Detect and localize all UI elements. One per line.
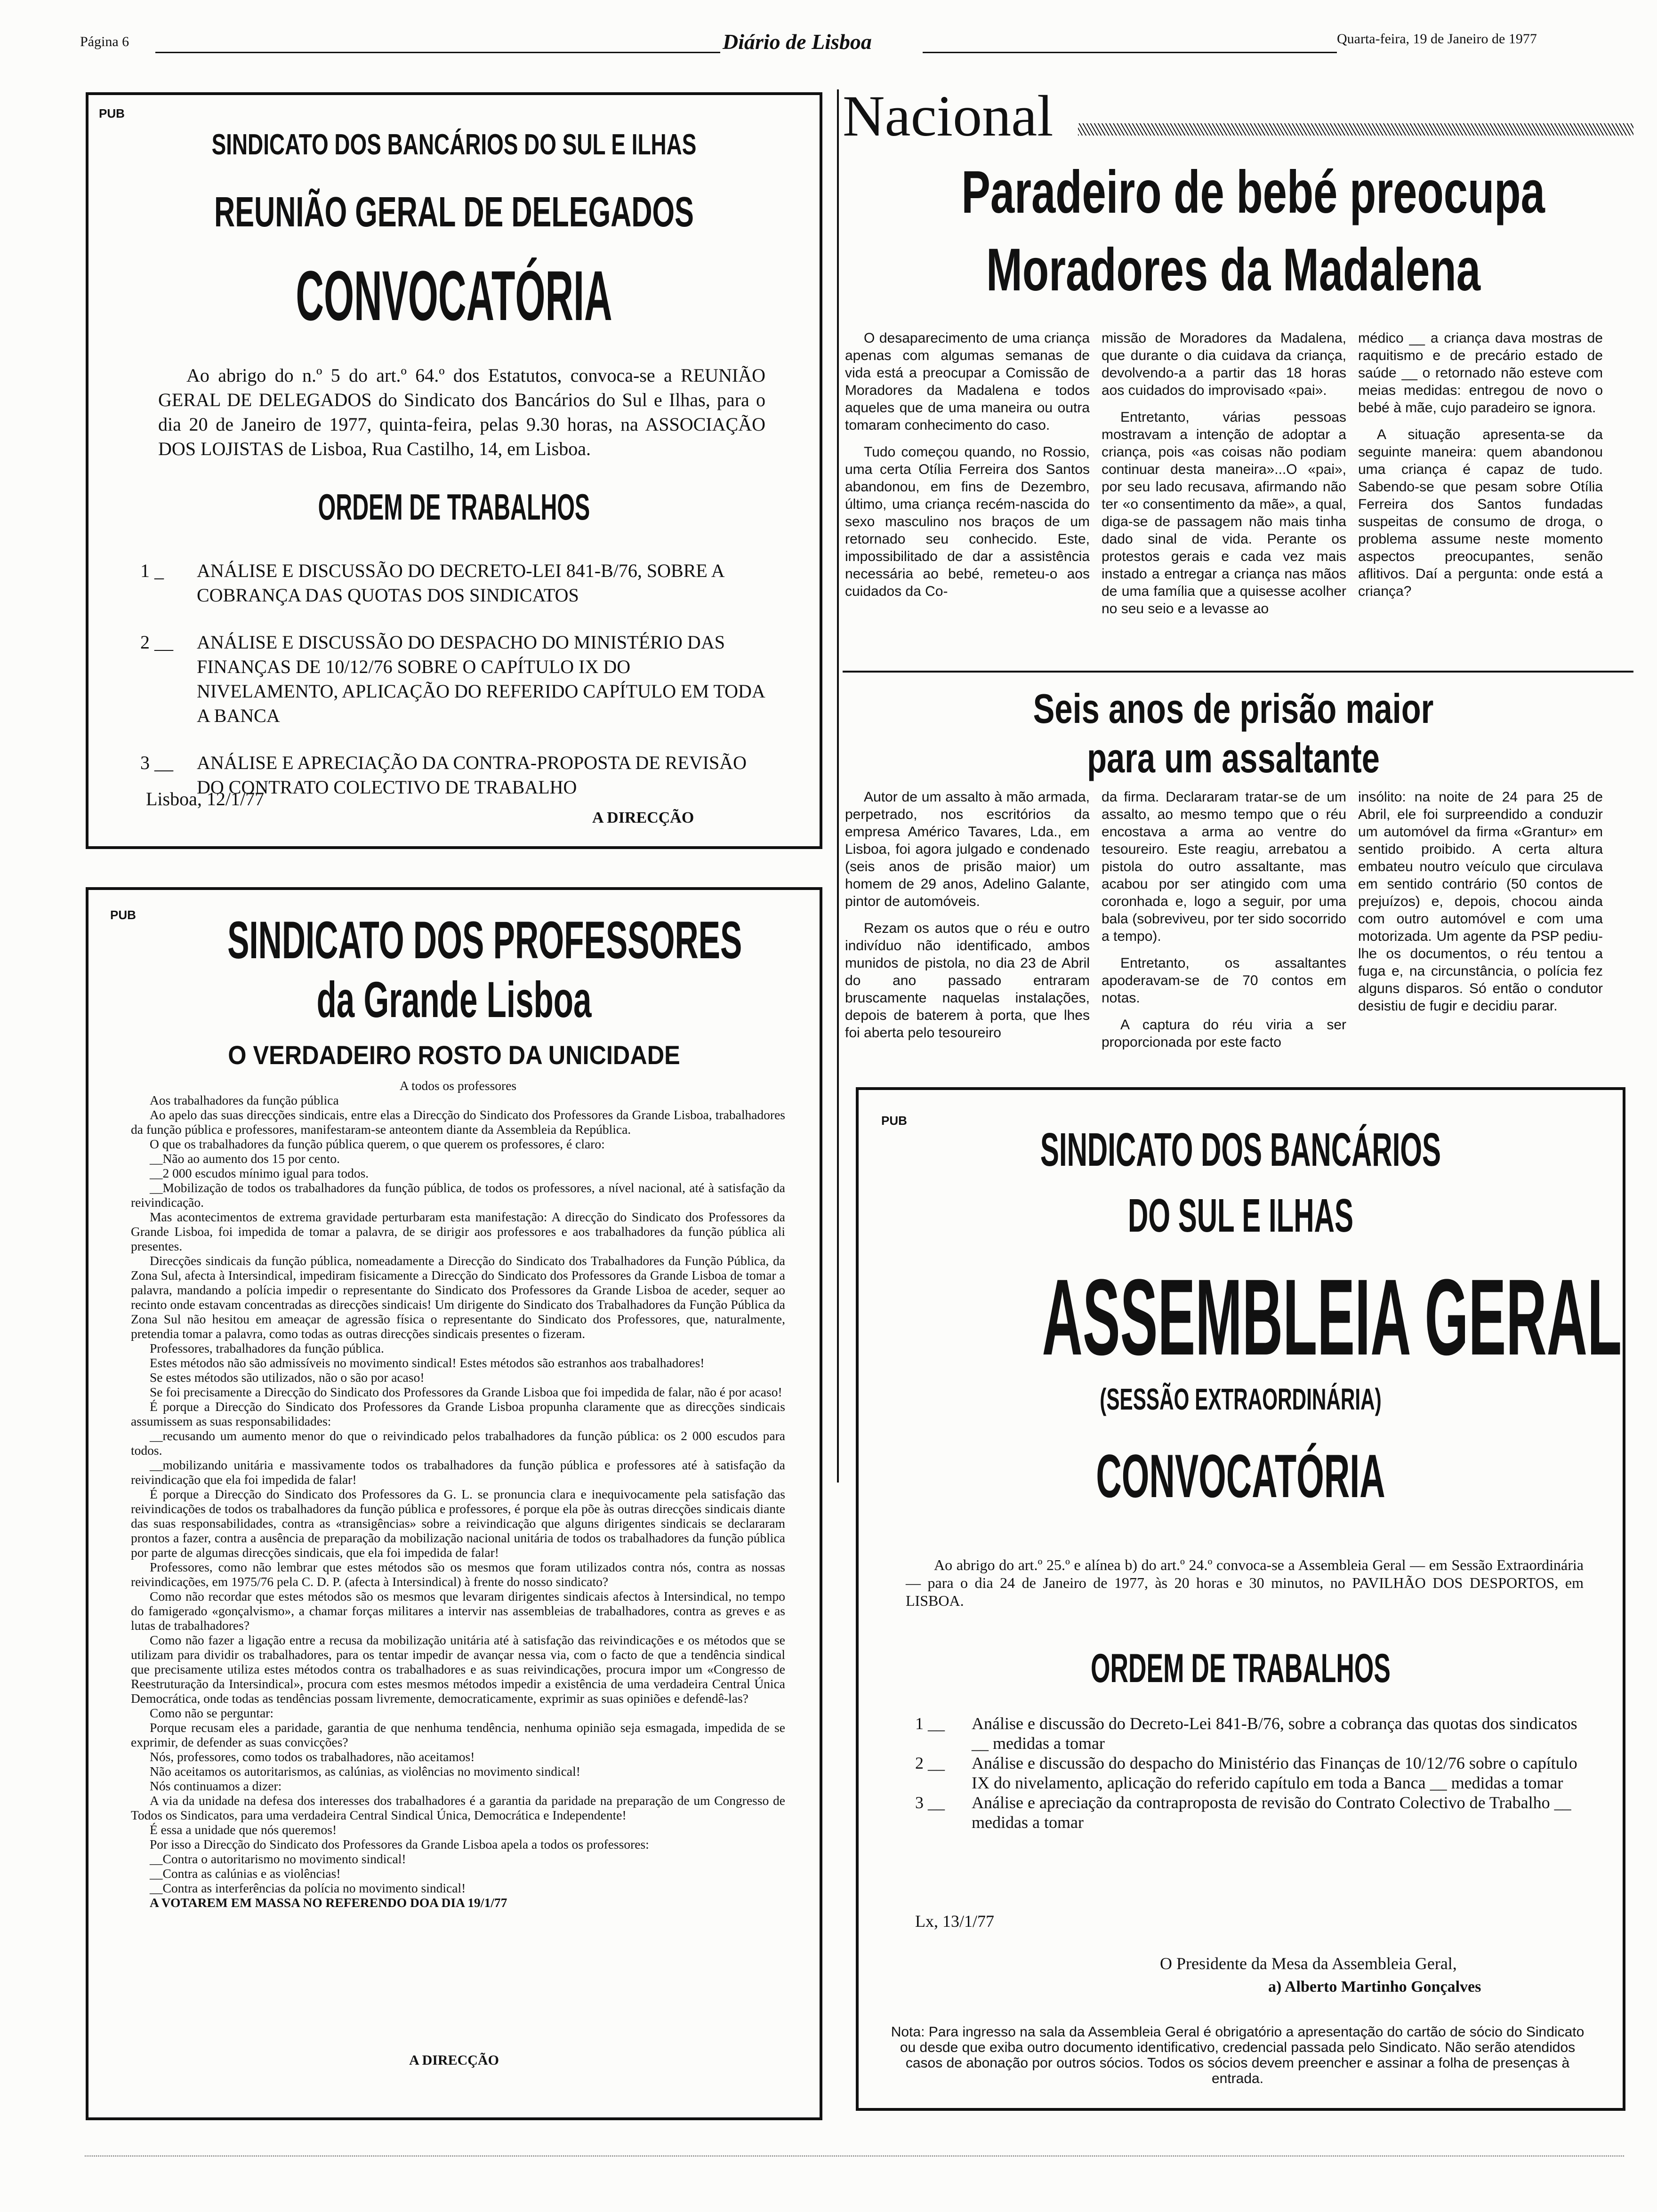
org-name: SINDICATO DOS BANCÁRIOS [1040,1123,1441,1176]
paragraph: médico __ a criança dava mostras de raquitismo e de precário estado de saúde __ o retornado não esteve com meias medidas: entregou de novo o bebé à mãe, cujo paradeiro se ignora. [1358,330,1603,416]
manifesto-paragraph: Não aceitamos os autoritarismos, as calúnias, as violências no movimento sindical! [150,1764,580,1779]
ad-assembleia-geral [856,1087,1625,2111]
session-label: (SESSÃO EXTRAORDINÁRIA) [1100,1382,1382,1416]
signature: A DIRECÇÃO [592,809,694,826]
pub-label: PUB [110,908,136,922]
manifesto-paragraph: __Não ao aumento dos 15 por cento. [150,1151,340,1166]
manifesto-paragraph: Estes métodos não são admissíveis no movimento sindical! Estes métodos são estranhos aos trabalhadores! [150,1355,705,1370]
convocation-text: Ao abrigo do art.º 25.º e alínea b) do art.º 24.º convoca-se a Assembleia Geral — em Sessão Extraordinária — para o dia 24 de Janeiro de 1977, às 20 horas e 30 minutos, no PAVILHÃO DOS DESPORTOS, em LISBOA. [906,1556,1584,1609]
manifesto-paragraph: Mas acontecimentos de extrema gravidade perturbaram esta manifestação: A direcção do Sindicato dos Professores da Grande Lisboa, foi impedida de tomar a palavra, de se dirigir aos professores e aos trabalhadores da função pública ali presentes. [131,1210,785,1253]
page-number: Página 6 [80,34,129,49]
manifesto-paragraph: __Mobilização de todos os trabalhadores da função pública, de todos os professores, a nível nacional, até à satisfação da reivindicação. [131,1180,785,1210]
paragraph: A situação apresenta-se da seguinte maneira: quem abandonou uma criança é capaz de tudo. Sabendo-se que pesam sobre Otília Ferreira dos Santos fundadas suspeitas de consumo de droga, o problema assume neste momento aspectos preocupantes, senão aflitivos. Daí a pergunta: onde está a criança? [1358,427,1603,599]
agenda-item-text: ANÁLISE E DISCUSSÃO DO DESPACHO DO MINISTÉRIO DAS FINANÇAS DE 10/12/76 SOBRE O CAPÍTULO IX DO NIVELAMENTO, APLICAÇÃO DO REFERIDO CAPÍTULO EM TODA A BANCA [197,632,764,726]
pub-label: PUB [881,1114,907,1128]
masthead: Diário de Lisboa [723,30,872,54]
page-date: Quarta-feira, 19 de Janeiro de 1977 [1337,31,1537,47]
manifesto-paragraph: Professores, trabalhadores da função pública. [150,1341,384,1355]
manifesto-paragraph: Se foi precisamente a Direcção do Sindicato dos Professores da Grande Lisboa que foi impedida de falar, não é por acaso! [150,1385,782,1399]
headline-baby-2: Moradores da Madalena [986,236,1480,304]
agenda-item-text: Análise e discussão do despacho do Ministério das Finanças de 10/12/76 sobre o capítulo IX do nivelamento, aplicação do referido capítulo em toda a Banca __ medidas a tomar [972,1754,1577,1792]
manifesto-paragraph: A todos os professores [399,1078,517,1093]
attendance-note: Nota: Para ingresso na sala da Assembleia Geral é obrigatório a apresentação do cartão de sócio do Sindicato ou desde que exiba outro documento identificativo, credencial passada pelo Sindicato. Não serão atendidos casos de abonação por outros sócios. Todos os sócios devem preencher e assinar a folha de presenças à entrada. [891,2024,1585,2086]
manifesto-paragraph: A via da unidade na defesa dos interesses dos trabalhadores é a garantia da paridade na preparação de um Congresso de Todos os Sindicatos, para uma verdadeira Central Sindical Única, Democrática e Independente! [131,1793,785,1822]
manifesto-paragraph: Porque recusam eles a paridade, garantia de que nenhuma tendência, nenhuma opinião seja esmagada, impedida de se exprimir, de defender as suas convicções? [131,1720,785,1749]
manifesto-text [131,1078,785,1910]
assalto-col-3 [1358,788,1603,1024]
place-date: Lisboa, 12/1/77 [146,788,265,809]
section-hatch [1078,123,1633,136]
signature-name: a) Alberto Martinho Gonçalves [1268,1978,1481,1996]
nacional-col-1 [845,329,1090,609]
manifesto-paragraph: Como não recordar que estes métodos são os mesmos que levaram dirigentes sindicais afectos à Intersindical, no tempo do famigerado «gonçalvismo», a chamar forças militares a intervir nas assembleias de trabalhadores, contra as greves e as lutas de trabalhadores? [131,1589,785,1633]
manifesto-paragraph: Direcções sindicais da função pública, nomeadamente a Direcção do Sindicato dos Trabalhadores da Função Pública, da Zona Sul, afecta à Intersindical, impediram fisicamente a Direcção do Sindicato dos Professores da Grande Lisboa de tomar a palavra, mandando a polícia impedir o representante do Sindicato dos Professores da Grande Lisboa de aceder, sequer ao recinto onde estavam concentradas as direcções sindicais! Um dirigente do Sindicato dos Trabalhadores da Função Pública da Zona Sul não hesitou em ameaçar de agressão física o representante do Sindicato dos Professores, que, naturalmente, pretendia tomar a palavra, como todas as outras direcções sindicais presentes o fizeram. [131,1253,785,1341]
org-subname: DO SUL E ILHAS [1128,1189,1353,1242]
agenda-item [140,559,771,608]
paragraph: Entretanto, os assaltantes apoderavam-se de 70 contos em notas. [1102,955,1346,1006]
manifesto-paragraph: __mobilizando unitária e massivamente todos os trabalhadores da função pública e professores até à satisfação da reivindicação que ela foi impedida de falar! [131,1458,785,1487]
ad-professores [86,887,822,2120]
manifesto-paragraph: __recusando um aumento menor do que o reivindicado pelos trabalhadores da função pública: os 2 000 escudos para todos. [131,1428,785,1458]
paragraph: Tudo começou quando, no Rossio, uma certa Otília Ferreira dos Santos abandonou, em fins de Dezembro, último, uma criança recém-nascida do sexo masculino nos braços de um retornado seu conhecido. Este, impossibilitado de dar a assistência necessária ao bebé, remeteu-o aos cuidados da Co- [845,444,1090,599]
manifesto-paragraph: Professores, como não lembrar que estes métodos são os mesmos que foram utilizados contra nós, contra as nossas reivindicações, em 1975/76 pela C. D. P. (afecta à Intersindical) à frente do nosso sindicato? [131,1560,785,1589]
headline-baby: Paradeiro de bebé preocupa [961,159,1545,226]
paragraph: missão de Moradores da Madalena, que durante o dia cuidava da criança, devolvendo-a a partir das 18 horas aos cuidados do improvisado «pai». [1102,330,1346,398]
column-divider [837,89,839,1483]
paragraph: Entretanto, várias pessoas mostravam a intenção de adoptar a criança, pois «as coisas não podiam continuar desta maneira»...O «pai», por seu lado recusava, afirmando não ter «o consentimento da mãe», a qual, diga-se de passagem não mais tinha dado sinal de vida. Perante os protestos gerais e cada vez mais instado a entregar a criança nas mãos de uma família que a quisesse acolher no seu seio e a levasse ao [1102,409,1346,617]
paragraph: O desaparecimento de uma criança apenas com algumas semanas de vida está a preocupar a Comissão de Moradores da Madalena e todos aqueles que de uma maneira ou outra tomaram conhecimento do caso. [845,330,1090,433]
nacional-col-2 [1102,329,1346,627]
agenda-item [140,630,771,728]
agenda-list [140,559,771,800]
meeting-title: REUNIÃO GERAL DE DELEGADOS [214,189,694,236]
manifesto-paragraph: Como não se perguntar: [150,1706,273,1720]
agenda-item-number: 3 __ [140,752,173,773]
org-subname: da Grande Lisboa [316,971,592,1028]
manifesto-paragraph: __Contra as interferências da polícia no movimento sindical! [150,1881,466,1895]
agenda-item-text: ANÁLISE E APRECIAÇÃO DA CONTRA-PROPOSTA DE REVISÃO DO CONTRATO COLECTIVO DE TRABALHO [197,752,747,798]
agenda-item-text: ANÁLISE E DISCUSSÃO DO DECRETO-LEI 841-B/76, SOBRE A COBRANÇA DAS QUOTAS DOS SINDICATOS [197,560,724,606]
agenda-item-number: 1 _ [140,560,164,581]
signature-role: O Presidente da Mesa da Assembleia Geral, [1160,1954,1457,1973]
ad-bancarios-reuniao [86,92,822,849]
manifesto-paragraph: Como não fazer a ligação entre a recusa da mobilização unitária até à satisfação das reivindicações e os métodos que se utilizam para dividir os trabalhadores, para os tentar impedir de avançar nessa via, com o facto de que a tendência sindical que precisamente utiliza estes métodos contra os trabalhadores e as suas reivindicações, procura impor um «Congresso de Reestruturação da Intersindical», procura com estes mesmos métodos impedir a existência de uma verdadeira Central Única Democrática, onde todas as tendências possam livremente, democraticamente, exprimir as suas opiniões e defendê-las? [131,1633,785,1706]
paragraph: Rezam os autos que o réu e outro indivíduo não identificado, ambos munidos de pistola, no dia 23 de Abril do ano passado entraram bruscamente naquelas instalações, depois de baterem à porta, que lhes foi aberta pelo tesoureiro [845,921,1090,1041]
manifesto-paragraph: Nós, professores, como todos os trabalhadores, não aceitamos! [150,1749,475,1764]
paragraph: Autor de um assalto à mão armada, perpetrado, nos escritórios da empresa Américo Tavares, Lda., em Lisboa, foi agora julgado e condenado (seis anos de prisão maior) um homem de 29 anos, Adelino Galante, pintor de automóveis. [845,789,1090,909]
manifesto-paragraph: É porque a Direcção do Sindicato dos Professores da G. L. se pronuncia clara e inequivocamente pela satisfação das reivindicações de todos os trabalhadores da função pública e professores, é porque ela põe às outras direcções sindicais diante das suas responsabilidades, contra as «transigências» sobre a reivindicação que alguns dirigentes sindicais se declararam prontos a fazer, contra a ausência de preparação da mobilização nacional unitária de todos os trabalhadores da função pública por parte de algumas direcções sindicais, que ela foi impedida de falar! [131,1487,785,1560]
place-date: Lx, 13/1/77 [915,1912,994,1931]
agenda-list [915,1714,1584,1832]
manifesto-paragraph: É porque a Direcção do Sindicato dos Professores da Grande Lisboa propunha claramente que as direcções sindicais assumissem as suas responsabilidades: [131,1399,785,1428]
agenda-item-number: 1 __ [915,1714,945,1733]
paragraph: insólito: na noite de 24 para 25 de Abril, ele foi surpreendido a conduzir um automóvel da firma «Grantur» em sentido proibido. A certa altura embateu noutro veículo que circulava em sentido contrário (50 contos de prejuízos) e, depois, chocou ainda com outro automóvel e com uma motorizada. Um agente da PSP pediu-lhe os documentos, o réu tentou a fuga e, na circunstância, o polícia fez alguns disparos. Só então o condutor desistiu de fugir e decidiu parar. [1358,789,1603,1014]
manifesto-paragraph: O que os trabalhadores da função pública querem, o que querem os professores, é claro: [150,1137,605,1151]
agenda-item-text: Análise e discussão do Decreto-Lei 841-B/76, sobre a cobrança das quotas dos sindicatos __ medidas a tomar [972,1714,1577,1753]
headline-assalto-2: para um assaltante [1087,735,1380,781]
manifesto-paragraph: Se estes métodos são utilizados, não o são por acaso! [150,1370,425,1385]
agenda-title: ORDEM DE TRABALHOS [318,486,590,528]
agenda-item [915,1793,1584,1832]
agenda-item [915,1714,1584,1753]
convocatoria-heading: CONVOCATÓRIA [1096,1442,1385,1510]
manifesto-paragraph: É essa a unidade que nós queremos! [150,1822,337,1837]
org-name: SINDICATO DOS PROFESSORES [227,911,742,970]
paragraph: A captura do réu viria a ser proporcionada por este facto [1102,1017,1346,1050]
manifesto-paragraph: __Contra as calúnias e as violências! [150,1866,341,1881]
agenda-item-number: 2 __ [140,632,173,653]
org-name: SINDICATO DOS BANCÁRIOS DO SUL E ILHAS [211,128,697,161]
manifesto-paragraph: __2 000 escudos mínimo igual para todos. [150,1166,369,1180]
manifesto-paragraph: Nós continuamos a dizer: [150,1779,282,1793]
manifesto-paragraph: A VOTAREM EM MASSA NO REFERENDO DOA DIA 19/1/77 [150,1895,507,1910]
signature: A DIRECÇÃO [409,2052,499,2068]
manifesto-paragraph: Aos trabalhadores da função pública [150,1093,339,1107]
article-divider [843,671,1633,673]
agenda-item-number: 3 __ [915,1793,945,1812]
headline-assalto: Seis anos de prisão maior [1033,685,1434,732]
convocation-text: Ao abrigo do n.º 5 do art.º 64.º dos Estatutos, convoca-se a REUNIÃO GERAL DE DELEGADOS do Sindicato dos Bancários do Sul e Ilhas, para o dia 20 de Janeiro de 1977, quinta-feira, pelas 9.30 horas, na ASSOCIAÇÃO DOS LOJISTAS de Lisboa, Rua Castilho, 14, em Lisboa. [158,365,765,459]
section-title: Nacional [843,84,1054,148]
assalto-col-1 [845,788,1090,1051]
agenda-item [915,1753,1584,1793]
agenda-item-number: 2 __ [915,1754,945,1772]
nacional-col-3 [1358,329,1603,609]
header-rule-left [155,52,720,53]
agenda-title: ORDEM DE TRABALHOS [1091,1646,1391,1691]
assembly-title: ASSEMBLEIA GERAL [1042,1257,1622,1378]
header-rule-right [923,52,1337,53]
paragraph: da firma. Declararam tratar-se de um assalto, ao mesmo tempo que o réu encostava a arma ao ventre do tesoureiro. Este reagiu, arrebatou a pistola do outro assaltante, mas acabou por ser atingido com uma coronhada e, logo a seguir, por uma bala (sobreviveu, por ter sido socorrido a tempo). [1102,789,1346,944]
agenda-item-text: Análise e apreciação da contraproposta de revisão do Contrato Colectivo de Trabalho __ medidas a tomar [972,1793,1571,1832]
pub-label: PUB [99,106,125,120]
ad-subtitle: O VERDADEIRO ROSTO DA UNICIDADE [228,1040,680,1070]
assalto-col-2 [1102,788,1346,1060]
convocatoria-heading: CONVOCATÓRIA [296,256,612,335]
manifesto-paragraph: __Contra o autoritarismo no movimento sindical! [150,1851,406,1866]
manifesto-paragraph: Por isso a Direcção do Sindicato dos Professores da Grande Lisboa apela a todos os professores: [150,1837,649,1851]
manifesto-paragraph: Ao apelo das suas direcções sindicais, entre elas a Direcção do Sindicato dos Professores da Grande Lisboa, trabalhadores da função pública e professores, manifestaram-se anteontem diante da Assembleia da República. [131,1107,785,1137]
